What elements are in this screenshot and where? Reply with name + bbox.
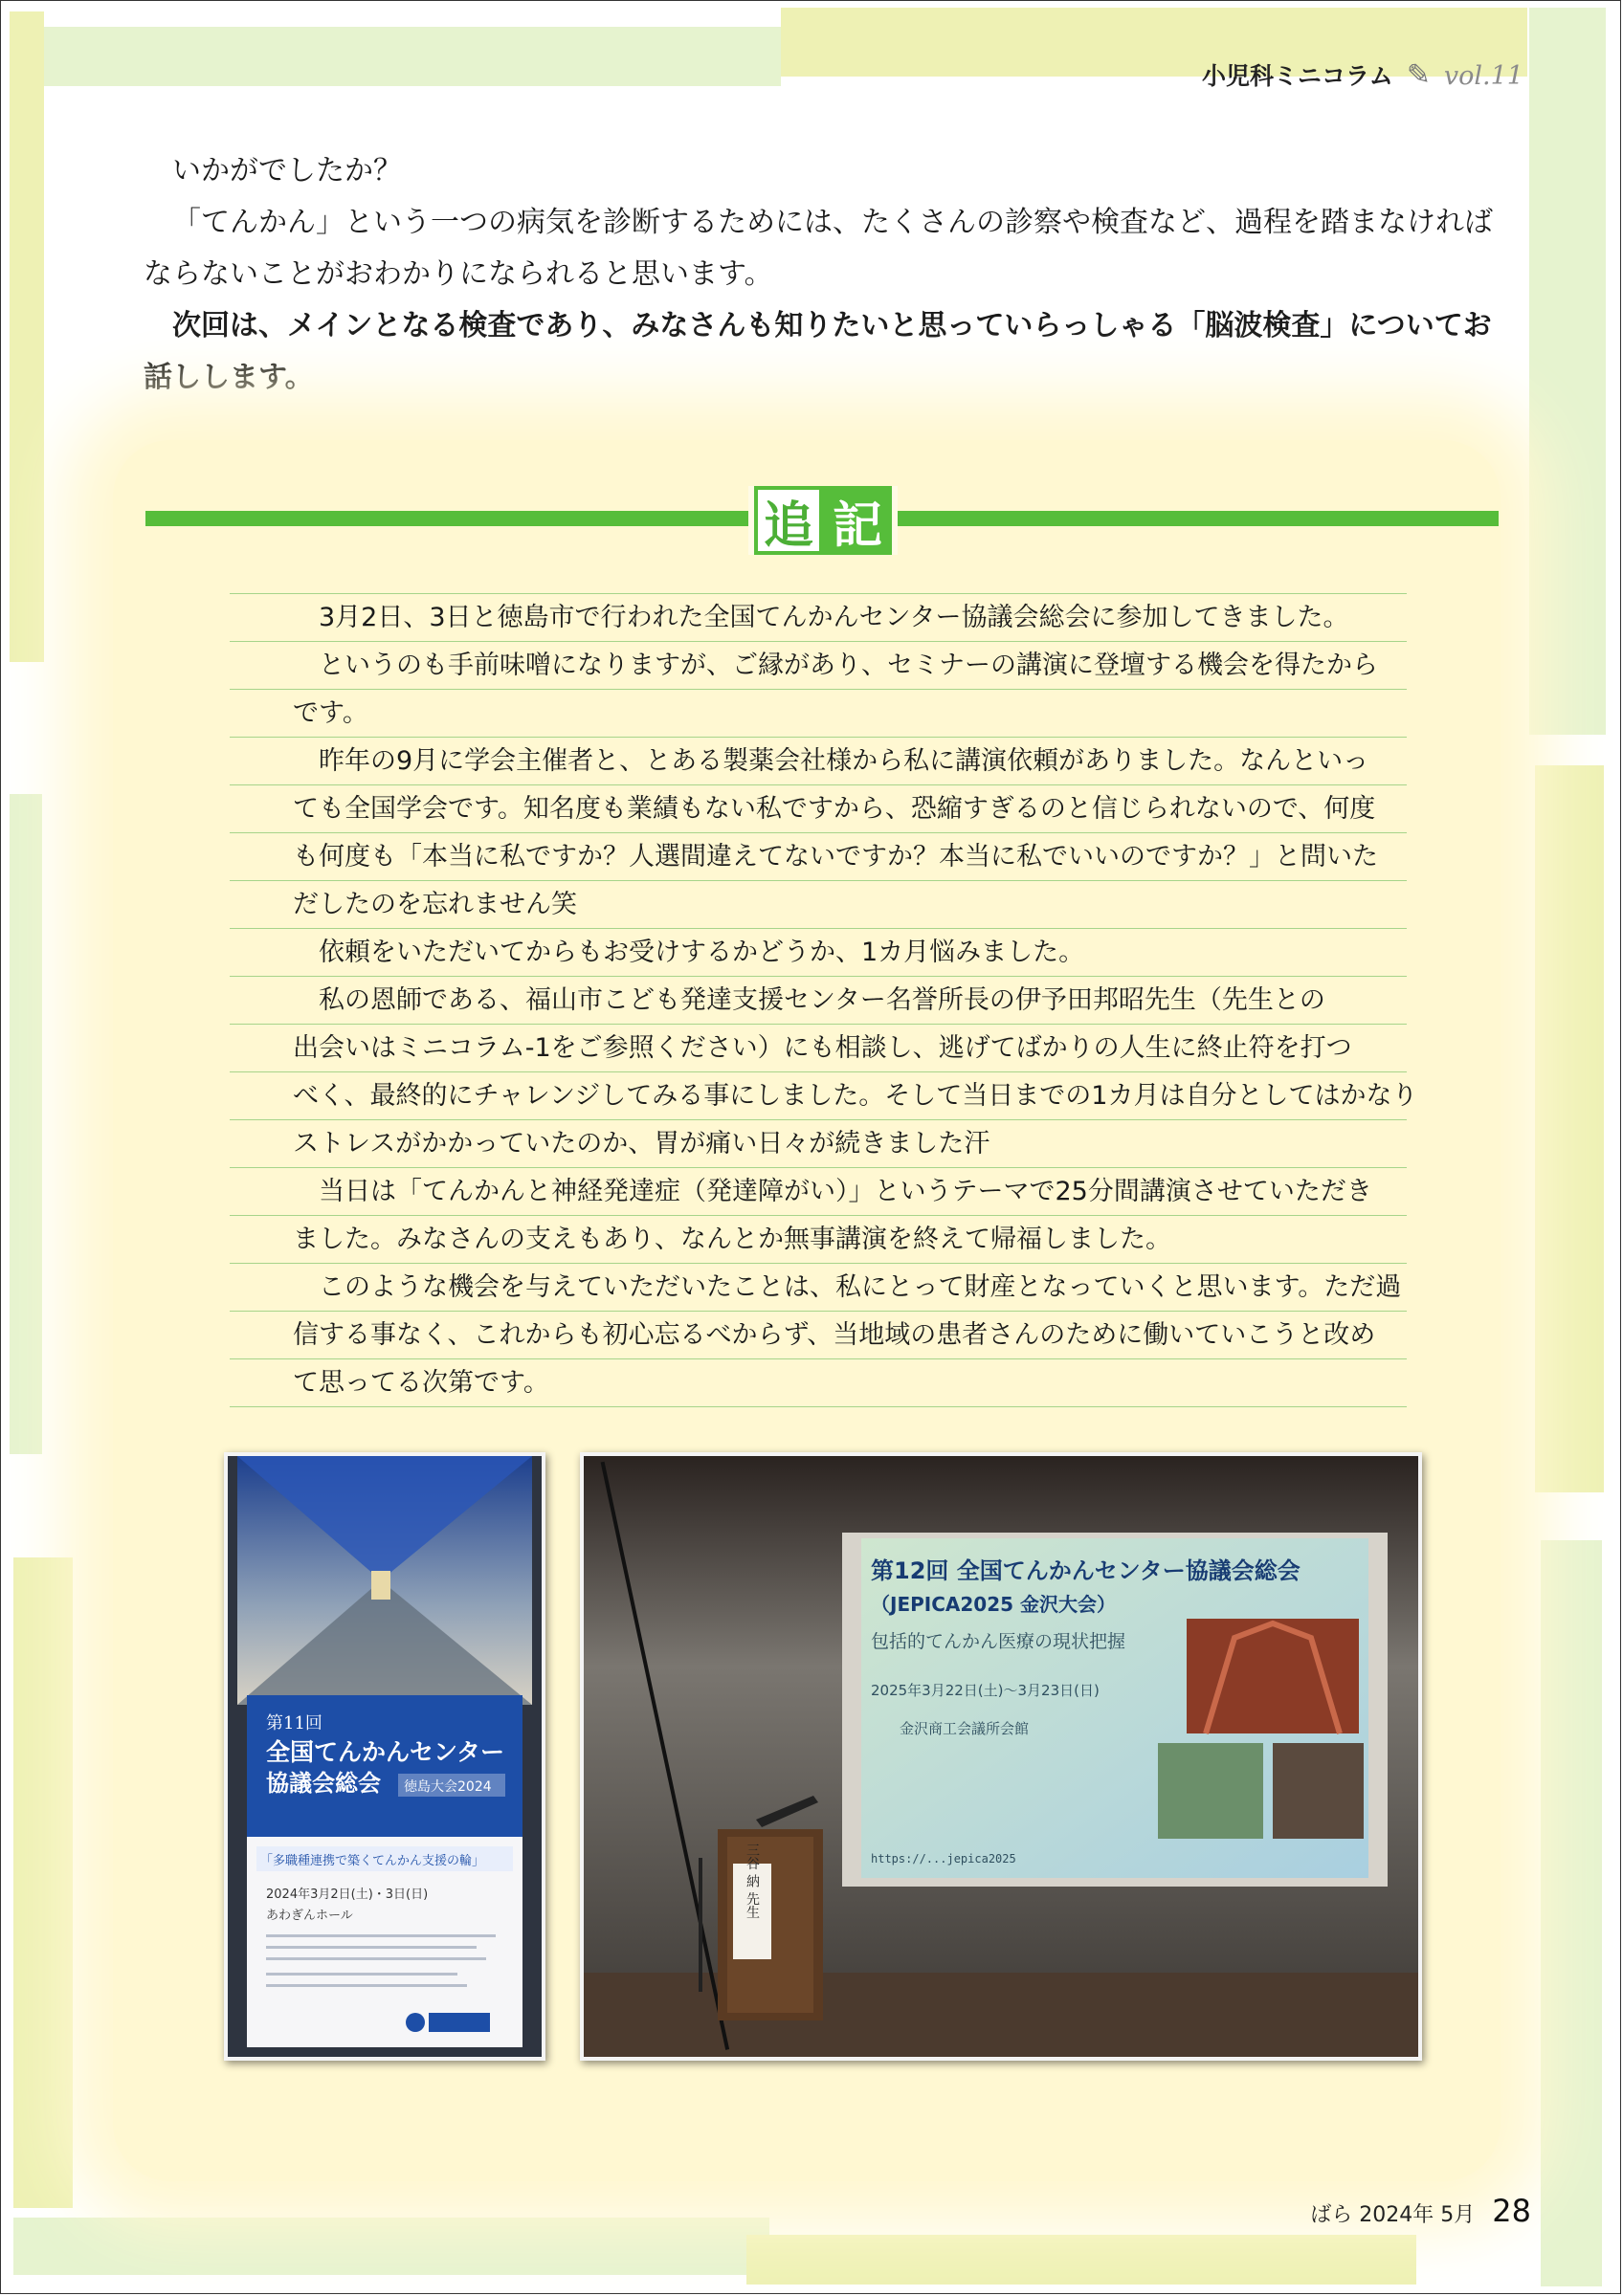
intro-next-issue: 次回は、メインとなる検査であり、みなさんも知りたいと思っていらっしゃる「脳波検査」についてお話しします。 [144, 309, 1492, 394]
note-line: ても全国学会です。知名度も業績もない私ですから、恐縮すぎるのと信じられないので、何度 [230, 785, 1407, 833]
decor-stripe [34, 27, 781, 86]
note-line: というのも手前味噌になりますが、ご縁があり、セミナーの講演に登壇する機会を得たから [230, 642, 1407, 690]
decor-stripe [10, 794, 42, 1454]
decor-stripe [746, 2235, 1416, 2285]
decor-stripe [10, 11, 44, 662]
postscript-title [748, 486, 898, 555]
postscript-title-char: 記 [823, 486, 892, 555]
note-line: です。 [230, 690, 1407, 738]
note-line: べく、最終的にチャレンジしてみる事にしました。そして当日までの1カ月は自分としてはかなり [230, 1072, 1407, 1120]
poster-venue: あわぎんホール [266, 1909, 353, 1923]
note-line: 出会いはミニコラム-1をご参照ください）にも相談し、逃げてばかりの人生に終止符を打つ [230, 1025, 1407, 1072]
note-line: だしたのを忘れません笑 [230, 881, 1407, 929]
note-line: 昨年の9月に学会主催者と、とある製薬会社様から私に講演依頼がありました。なんといっ [230, 738, 1407, 785]
poster-title: 協議会総会 [266, 1769, 381, 1797]
note-line: このような機会を与えていただいたことは、私にとって財産となっていくと思います。ただ過 [230, 1264, 1407, 1312]
page-footer [1310, 2193, 1531, 2229]
note-line: も何度も「本当に私ですか？人選間違えてないですか？本当に私でいいのですか？」と問いた [230, 833, 1407, 881]
volume-label: vol.11 [1443, 61, 1523, 91]
conference-poster-photo [224, 1452, 545, 2061]
poster-title: 全国てんかんセンター [266, 1738, 505, 1766]
note-line: 3月2日、3日と徳島市で行われた全国てんかんセンター協議会総会に参加してきました。 [230, 594, 1407, 642]
decor-stripe [1541, 1540, 1602, 2286]
column-title: 小児科ミニコラム [1202, 62, 1393, 90]
note-line: ストレスがかかっていたのか、胃が痛い日々が続きました汗 [230, 1120, 1407, 1168]
note-line: 私の恩師である、福山市こども発達支援センター名誉所長の伊予田邦昭先生（先生との [230, 977, 1407, 1025]
slide-subtitle: （JEPICA2025 金沢大会） [871, 1593, 1116, 1616]
decor-stripe [1535, 765, 1604, 1492]
page-number: 28 [1492, 2193, 1531, 2229]
pen-icon: ✎ [1406, 58, 1431, 92]
column-header [1202, 57, 1523, 90]
slide-venue: 金沢商工会議所会館 [900, 1720, 1030, 1737]
slide-date: 2025年3月22日(土)～3月23日(日) [871, 1682, 1100, 1699]
slide-url: https://...jepica2025 [871, 1852, 1016, 1866]
postscript-title-char: 追 [754, 486, 823, 555]
magazine-issue: ばら 2024年 5月 [1310, 2203, 1476, 2227]
lecture-screen-photo [580, 1452, 1422, 2061]
poster-theme: 「多職種連携で築くてんかん支援の輪」 [260, 1854, 485, 1868]
note-line: 依頼をいただいてからもお受けするかどうか、1カ月悩みました。 [230, 929, 1407, 977]
intro-text [144, 145, 1502, 404]
decor-stripe [13, 1557, 73, 2208]
podium-nameplate: 三谷 納 先生 [745, 1843, 760, 1919]
poster-date: 2024年3月2日(土)・3日(日) [266, 1888, 429, 1902]
note-line: て思ってる次第です。 [230, 1359, 1407, 1407]
note-line: ました。みなさんの支えもあり、なんとか無事講演を終えて帰福しました。 [230, 1216, 1407, 1264]
slide-title: 第12回 全国てんかんセンター協議会総会 [871, 1557, 1301, 1584]
postscript-text [230, 593, 1418, 1407]
note-line: 当日は「てんかんと神経発達症（発達障がい）」というテーマで25分間講演させていただき [230, 1168, 1407, 1216]
poster-badge: 徳島大会2024 [404, 1779, 492, 1795]
slide-theme: 包括的てんかん医療の現状把握 [871, 1631, 1126, 1652]
intro-paragraph: 「てんかん」という一つの病気を診断するためには、たくさんの診察や検査など、過程を踏まなければならないことがおわかりになられると思います。 [144, 206, 1493, 291]
decor-stripe [1529, 8, 1606, 735]
decor-stripe [13, 2218, 769, 2275]
note-line: 信する事なく、これからも初心忘るべからず、当地域の患者さんのために働いていこうと改め [230, 1312, 1407, 1359]
poster-edition: 第11回 [266, 1713, 322, 1733]
intro-paragraph: いかがでしたか？ [172, 154, 402, 188]
